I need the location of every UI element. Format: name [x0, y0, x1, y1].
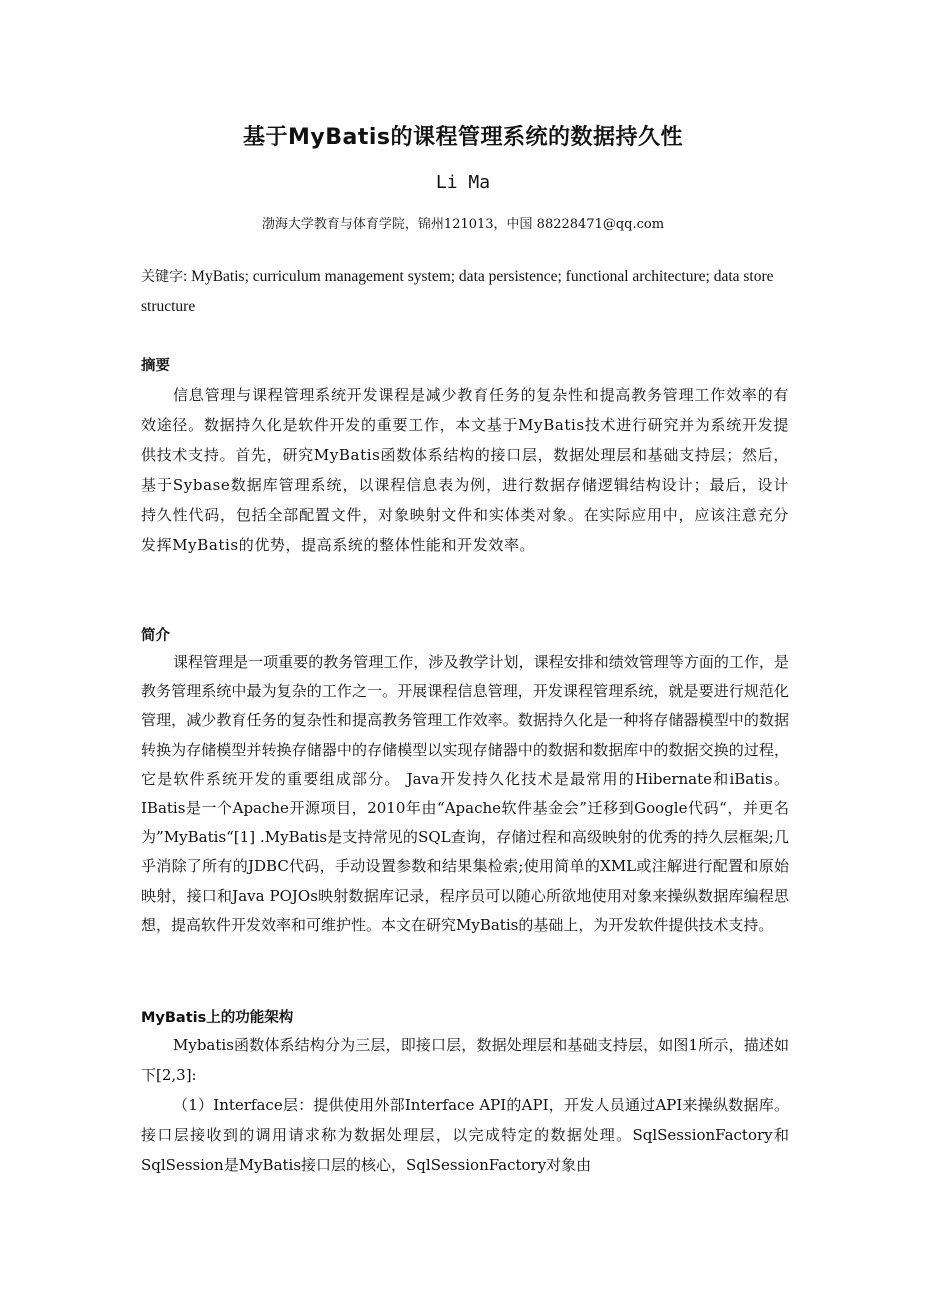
keywords-text: : MyBatis; curriculum management system; data persistence; functional architecture; data store structure — [141, 268, 774, 315]
author-name: Li Ma — [435, 172, 491, 193]
architecture-heading: MyBatis上的功能架构 — [141, 1010, 294, 1026]
keywords-line — [141, 262, 791, 322]
introduction-body: 课程管理是一项重要的教务管理工作，涉及教学计划，课程安排和绩效管理等方面的工作，是教务管理系统中最为复杂的工作之一。开展课程信息管理，开发课程管理系统，就是要进行规范化管理，减少教育任务的复杂性和提高教务管理工作效率。数据持久化是一种将存储器模型中的数据转换为存储模型并转换存储器中的存储模型以实现存储器中的数据和数据库中的数据交换的过程，它是软件系统开发的重要组成部分。 Java开发持久化技术是最常用的Hibernate和iBatis。 IBatis是一个Apache开源项目，2010年由“Apache软件基金会”迁移到Google代码“，并更名为”MyBatis“[1] .MyBatis是支持常见的SQL查询，存储过程和高级映射的优秀的持久层框架;几乎消除了所有的JDBC代码，手动设置参数和结果集检索;使用简单的XML或注解进行配置和原始映射，接口和Java POJOs映射数据库记录，程序员可以随心所欲地使用对象来操纵数据库编程思想，提高软件开发效率和可维护性。本文在研究MyBatis的基础上，为开发软件提供技术支持。 — [141, 653, 789, 934]
abstract-body: 信息管理与课程管理系统开发课程是减少教育任务的复杂性和提高教务管理工作效率的有效途径。数据持久化是软件开发的重要工作，本文基于MyBatis技术进行研究并为系统开发提供技术支持。首先，研究MyBatis函数体系结构的接口层，数据处理层和基础支持层；然后，基于Sybase数据库管理系统，以课程信息表为例，进行数据存储逻辑结构设计；最后，设计持久性代码，包括全部配置文件，对象映射文件和实体类对象。在实际应用中，应该注意充分发挥MyBatis的优势，提高系统的整体性能和开发效率。 — [141, 386, 789, 554]
architecture-body: Mybatis函数体系结构分为三层，即接口层，数据处理层和基础支持层，如图1所示，描述如下[2,3]: — [141, 1036, 789, 1084]
author-affiliation: 渤海大学教育与体育学院，锦州121013，中国 88228471@qq.com — [261, 217, 665, 232]
introduction-heading: 简介 — [141, 628, 170, 644]
abstract-heading: 摘要 — [141, 358, 170, 374]
keywords-label: 关键字 — [141, 269, 183, 285]
architecture-item-interface-layer: （1）Interface层：提供使用外部Interface API的API，开发人员通过API来操纵数据库。 接口层接收到的调用请求称为数据处理层，以完成特定的数据处理。SqlSessionFactory和SqlSession是MyBatis接口层的核心，SqlSessionFactory对象由 — [141, 1096, 789, 1174]
paper-title: 基于MyBatis的课程管理系统的数据持久性 — [242, 125, 683, 150]
